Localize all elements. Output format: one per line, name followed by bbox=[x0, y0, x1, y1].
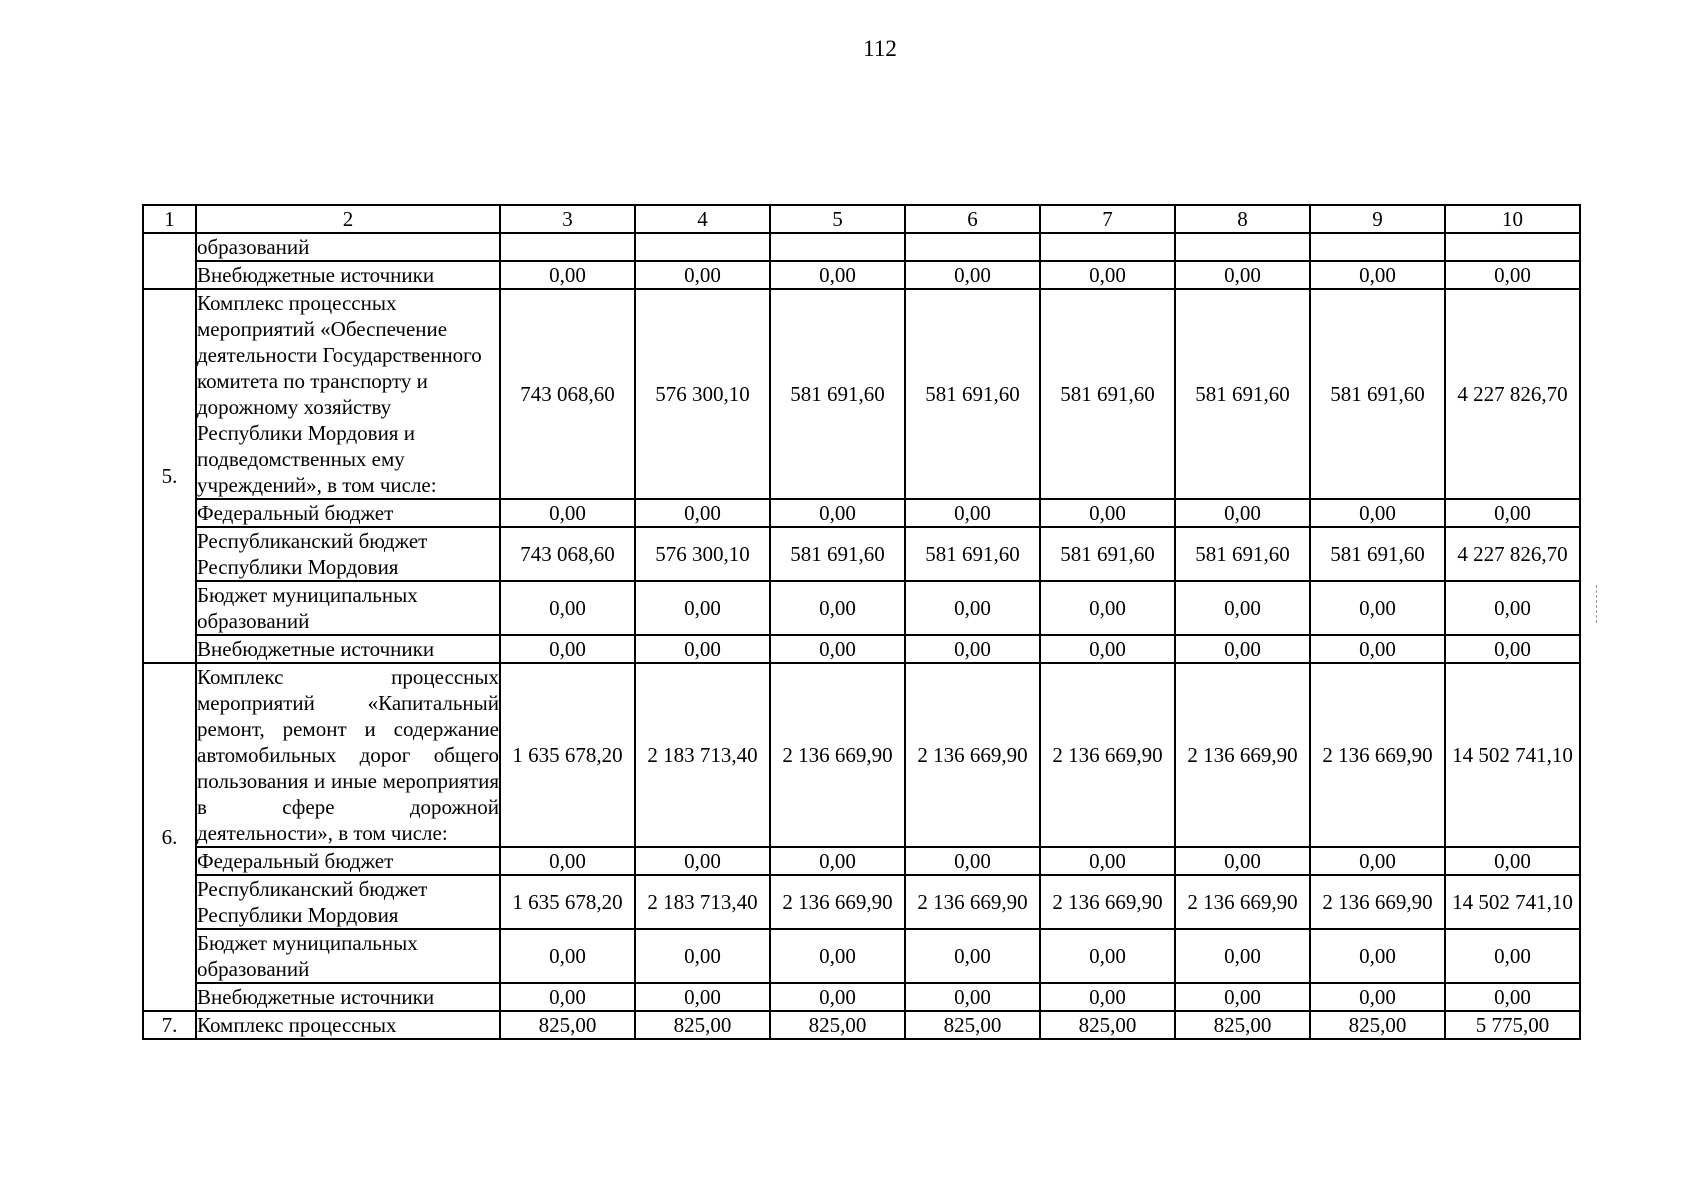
value-cell: 0,00 bbox=[1445, 929, 1580, 983]
value-cell: 0,00 bbox=[905, 983, 1040, 1011]
value-cell: 1 635 678,20 bbox=[500, 663, 635, 847]
table-row bbox=[143, 1011, 1580, 1039]
value-cell: 0,00 bbox=[1040, 499, 1175, 527]
row-label: Внебюджетные источники bbox=[196, 261, 500, 289]
value-cell: 0,00 bbox=[770, 581, 905, 635]
table-row bbox=[143, 983, 1580, 1011]
row-label: Комплекс процессных мероприятий «Обеспечение деятельности Государственного комитета по транспорту и дорожному хозяйству Республики Мордовия и подведомственных ему учреждений», в том числе: bbox=[196, 289, 500, 499]
value-cell: 0,00 bbox=[1310, 581, 1445, 635]
value-cell bbox=[500, 233, 635, 261]
table-row bbox=[143, 635, 1580, 663]
value-cell: 0,00 bbox=[500, 635, 635, 663]
row-index: 7. bbox=[143, 1011, 196, 1039]
value-cell bbox=[1310, 233, 1445, 261]
header-cell: 5 bbox=[770, 205, 905, 233]
row-label: Комплекс процессных мероприятий «Капитальный ремонт, ремонт и содержание автомобильных дорог общего пользования и иные мероприятия в сфере дорожной деятельности», в том числе: bbox=[197, 665, 499, 845]
value-cell: 0,00 bbox=[1445, 847, 1580, 875]
value-cell: 0,00 bbox=[500, 847, 635, 875]
value-cell: 0,00 bbox=[905, 499, 1040, 527]
value-cell: 581 691,60 bbox=[905, 289, 1040, 499]
value-cell: 0,00 bbox=[500, 983, 635, 1011]
value-cell: 0,00 bbox=[500, 929, 635, 983]
table-row bbox=[143, 875, 1580, 929]
table-row bbox=[143, 261, 1580, 289]
value-cell: 2 136 669,90 bbox=[905, 663, 1040, 847]
row-label: Федеральный бюджет bbox=[196, 499, 500, 527]
value-cell: 0,00 bbox=[1040, 635, 1175, 663]
value-cell: 2 136 669,90 bbox=[1175, 663, 1310, 847]
value-cell: 825,00 bbox=[500, 1011, 635, 1039]
table-row bbox=[143, 663, 1580, 847]
value-cell: 825,00 bbox=[905, 1011, 1040, 1039]
value-cell: 0,00 bbox=[1445, 983, 1580, 1011]
value-cell: 0,00 bbox=[1310, 261, 1445, 289]
value-cell: 0,00 bbox=[1310, 499, 1445, 527]
header-cell: 3 bbox=[500, 205, 635, 233]
value-cell: 0,00 bbox=[1175, 929, 1310, 983]
page-number: 112 bbox=[863, 36, 897, 61]
budget-table bbox=[142, 204, 1581, 1040]
value-cell: 0,00 bbox=[905, 635, 1040, 663]
value-cell: 0,00 bbox=[1310, 929, 1445, 983]
table-row bbox=[143, 581, 1580, 635]
value-cell: 581 691,60 bbox=[1175, 289, 1310, 499]
value-cell: 825,00 bbox=[635, 1011, 770, 1039]
value-cell: 4 227 826,70 bbox=[1445, 289, 1580, 499]
value-cell: 581 691,60 bbox=[1310, 527, 1445, 581]
value-cell: 0,00 bbox=[635, 847, 770, 875]
value-cell: 0,00 bbox=[1310, 635, 1445, 663]
value-cell: 2 183 713,40 bbox=[635, 875, 770, 929]
value-cell: 0,00 bbox=[770, 847, 905, 875]
header-cell: 10 bbox=[1445, 205, 1580, 233]
value-cell bbox=[635, 233, 770, 261]
row-label: Комплекс процессных bbox=[196, 1011, 500, 1039]
value-cell: 0,00 bbox=[1445, 499, 1580, 527]
row-label: Республиканский бюджет Республики Мордовия bbox=[196, 875, 500, 929]
value-cell: 2 136 669,90 bbox=[770, 875, 905, 929]
value-cell: 0,00 bbox=[1175, 581, 1310, 635]
table-row bbox=[143, 929, 1580, 983]
row-label: образований bbox=[196, 233, 500, 261]
value-cell: 4 227 826,70 bbox=[1445, 527, 1580, 581]
row-label: Бюджет муниципальных образований bbox=[196, 929, 500, 983]
value-cell: 825,00 bbox=[1310, 1011, 1445, 1039]
value-cell: 2 183 713,40 bbox=[635, 663, 770, 847]
value-cell: 581 691,60 bbox=[905, 527, 1040, 581]
value-cell: 581 691,60 bbox=[770, 527, 905, 581]
value-cell bbox=[1175, 233, 1310, 261]
row-label: Республиканский бюджет Республики Мордовия bbox=[196, 527, 500, 581]
value-cell: 743 068,60 bbox=[500, 289, 635, 499]
value-cell: 743 068,60 bbox=[500, 527, 635, 581]
row-label: Внебюджетные источники bbox=[196, 983, 500, 1011]
value-cell: 0,00 bbox=[1040, 929, 1175, 983]
value-cell: 581 691,60 bbox=[1040, 289, 1175, 499]
value-cell bbox=[1040, 233, 1175, 261]
value-cell: 0,00 bbox=[500, 499, 635, 527]
value-cell: 576 300,10 bbox=[635, 527, 770, 581]
value-cell: 581 691,60 bbox=[770, 289, 905, 499]
row-index bbox=[143, 233, 196, 289]
value-cell: 0,00 bbox=[770, 499, 905, 527]
table-row bbox=[143, 499, 1580, 527]
table-row bbox=[143, 233, 1580, 261]
value-cell: 581 691,60 bbox=[1175, 527, 1310, 581]
row-label: Федеральный бюджет bbox=[196, 847, 500, 875]
header-cell: 8 bbox=[1175, 205, 1310, 233]
value-cell: 2 136 669,90 bbox=[1310, 663, 1445, 847]
value-cell: 0,00 bbox=[635, 581, 770, 635]
value-cell: 2 136 669,90 bbox=[1310, 875, 1445, 929]
value-cell: 2 136 669,90 bbox=[1040, 875, 1175, 929]
header-cell: 7 bbox=[1040, 205, 1175, 233]
value-cell bbox=[770, 233, 905, 261]
value-cell: 14 502 741,10 bbox=[1445, 663, 1580, 847]
value-cell: 0,00 bbox=[1175, 635, 1310, 663]
row-index: 5. bbox=[143, 289, 196, 663]
value-cell: 0,00 bbox=[1445, 261, 1580, 289]
value-cell: 0,00 bbox=[1175, 983, 1310, 1011]
value-cell bbox=[1445, 233, 1580, 261]
header-cell: 9 bbox=[1310, 205, 1445, 233]
header-cell: 4 bbox=[635, 205, 770, 233]
value-cell: 0,00 bbox=[500, 581, 635, 635]
scan-mark bbox=[1596, 585, 1598, 623]
row-index: 6. bbox=[143, 663, 196, 1011]
value-cell: 0,00 bbox=[635, 983, 770, 1011]
value-cell: 2 136 669,90 bbox=[1040, 663, 1175, 847]
value-cell: 0,00 bbox=[905, 847, 1040, 875]
value-cell: 825,00 bbox=[1040, 1011, 1175, 1039]
value-cell: 0,00 bbox=[1040, 847, 1175, 875]
value-cell: 0,00 bbox=[1175, 261, 1310, 289]
value-cell: 0,00 bbox=[635, 635, 770, 663]
value-cell: 0,00 bbox=[1445, 581, 1580, 635]
value-cell: 576 300,10 bbox=[635, 289, 770, 499]
value-cell bbox=[905, 233, 1040, 261]
value-cell: 0,00 bbox=[635, 929, 770, 983]
value-cell: 0,00 bbox=[1445, 635, 1580, 663]
value-cell: 0,00 bbox=[1040, 261, 1175, 289]
header-cell: 6 bbox=[905, 205, 1040, 233]
value-cell: 0,00 bbox=[635, 499, 770, 527]
value-cell: 0,00 bbox=[500, 261, 635, 289]
value-cell: 0,00 bbox=[770, 635, 905, 663]
value-cell: 0,00 bbox=[1310, 847, 1445, 875]
table-row bbox=[143, 847, 1580, 875]
value-cell: 0,00 bbox=[905, 929, 1040, 983]
value-cell: 0,00 bbox=[770, 983, 905, 1011]
value-cell: 0,00 bbox=[635, 261, 770, 289]
row-label: Внебюджетные источники bbox=[196, 635, 500, 663]
value-cell: 2 136 669,90 bbox=[905, 875, 1040, 929]
value-cell: 581 691,60 bbox=[1310, 289, 1445, 499]
table-row bbox=[143, 527, 1580, 581]
value-cell: 825,00 bbox=[1175, 1011, 1310, 1039]
table-row bbox=[143, 289, 1580, 499]
value-cell: 0,00 bbox=[905, 581, 1040, 635]
row-label: Бюджет муниципальных образований bbox=[196, 581, 500, 635]
value-cell: 0,00 bbox=[1040, 983, 1175, 1011]
header-row bbox=[143, 205, 1580, 233]
value-cell: 2 136 669,90 bbox=[770, 663, 905, 847]
value-cell: 0,00 bbox=[1175, 847, 1310, 875]
value-cell: 0,00 bbox=[905, 261, 1040, 289]
value-cell: 0,00 bbox=[1175, 499, 1310, 527]
value-cell: 14 502 741,10 bbox=[1445, 875, 1580, 929]
value-cell: 2 136 669,90 bbox=[1175, 875, 1310, 929]
value-cell: 0,00 bbox=[1310, 983, 1445, 1011]
value-cell: 0,00 bbox=[770, 261, 905, 289]
header-cell: 1 bbox=[143, 205, 196, 233]
value-cell: 5 775,00 bbox=[1445, 1011, 1580, 1039]
header-cell: 2 bbox=[196, 205, 500, 233]
value-cell: 0,00 bbox=[770, 929, 905, 983]
value-cell: 825,00 bbox=[770, 1011, 905, 1039]
value-cell: 0,00 bbox=[1040, 581, 1175, 635]
value-cell: 1 635 678,20 bbox=[500, 875, 635, 929]
value-cell: 581 691,60 bbox=[1040, 527, 1175, 581]
